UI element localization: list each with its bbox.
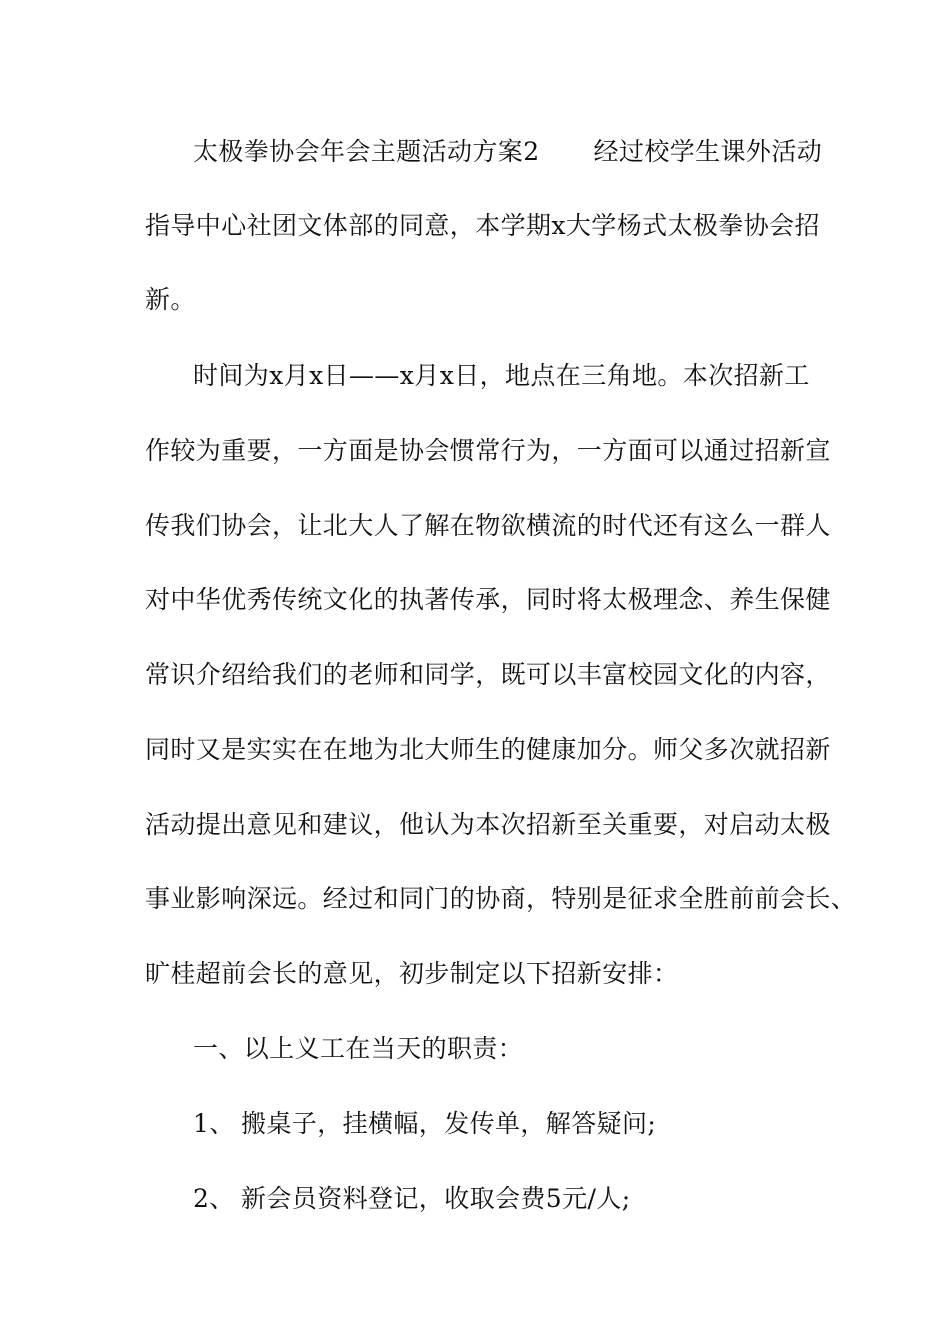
list-item-number: 1、 bbox=[193, 1109, 235, 1138]
document-title: 太极拳协会年会主题活动方案2 bbox=[193, 137, 540, 166]
paragraph-line: 指导中心社团文体部的同意，本学期x大学杨式太极拳协会招 bbox=[145, 211, 820, 240]
paragraph-line: 经过校学生课外活动 bbox=[593, 137, 823, 166]
section-heading: 一、以上义工在当天的职责： bbox=[193, 1034, 524, 1063]
list-item-text: 搬桌子，挂横幅，发传单，解答疑问; bbox=[241, 1109, 657, 1138]
list-item bbox=[193, 1109, 656, 1139]
first-line bbox=[193, 137, 822, 167]
paragraph-line: 常识介绍给我们的老师和同学，既可以丰富校园文化的内容， bbox=[145, 660, 831, 689]
list-item-text: 新会员资料登记，收取会费5元/人; bbox=[241, 1184, 631, 1213]
paragraph-line: 作较为重要，一方面是协会惯常行为，一方面可以通过招新宣 bbox=[145, 436, 831, 465]
paragraph-line: 同时又是实实在在地为北大师生的健康加分。师父多次就招新 bbox=[145, 735, 831, 764]
paragraph-line: 时间为x月x日——x月x日，地点在三角地。本次招新工 bbox=[193, 361, 810, 390]
paragraph-line: 传我们协会，让北大人了解在物欲横流的时代还有这么一群人 bbox=[145, 511, 831, 540]
paragraph-line: 事业影响深远。经过和同门的协商，特别是征求全胜前前会长、 bbox=[145, 884, 857, 913]
list-item bbox=[193, 1184, 631, 1214]
paragraph-line: 旷桂超前会长的意见，初步制定以下招新安排： bbox=[145, 959, 679, 988]
paragraph-line: 新。 bbox=[145, 285, 196, 314]
paragraph-line: 活动提出意见和建议，他认为本次招新至关重要，对启动太极 bbox=[145, 810, 831, 839]
paragraph-line: 对中华优秀传统文化的执著传承，同时将太极理念、养生保健 bbox=[145, 585, 831, 614]
list-item-number: 2、 bbox=[193, 1184, 235, 1213]
